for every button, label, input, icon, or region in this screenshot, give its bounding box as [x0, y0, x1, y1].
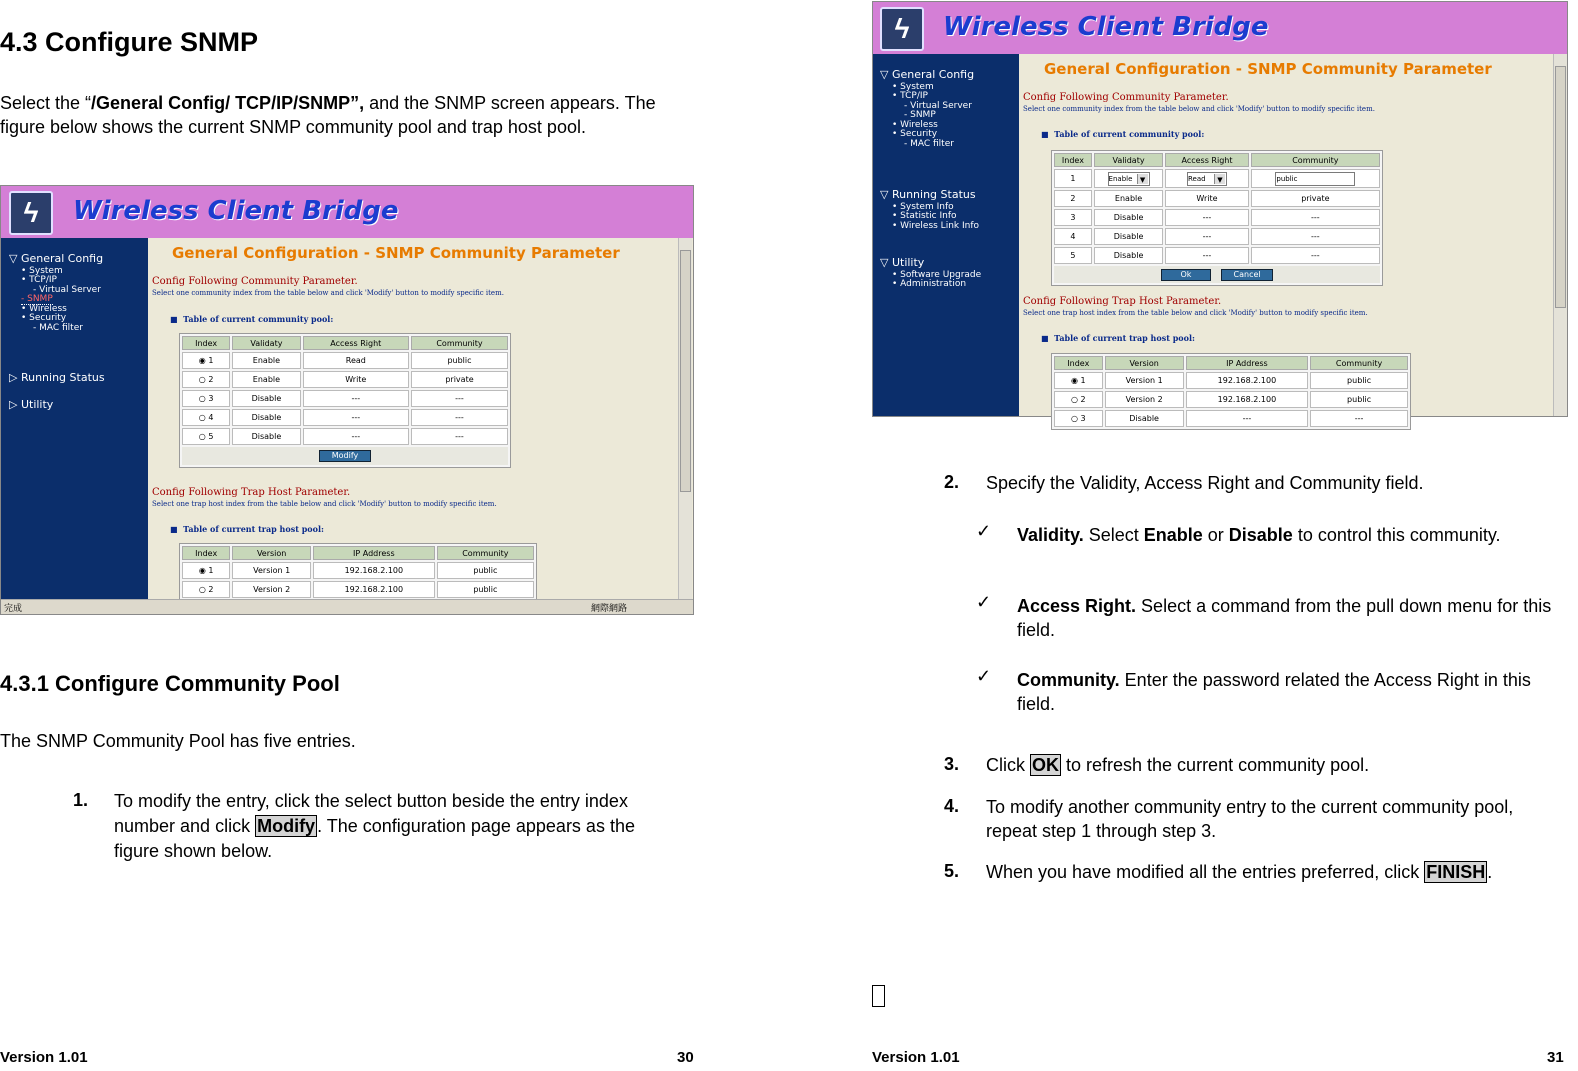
trap-section-title: Config Following Trap Host Parameter.: [1023, 296, 1222, 307]
table-cell: 3: [1054, 209, 1092, 226]
intro-paragraph: [0, 91, 680, 139]
nav-utility[interactable]: ▷ Utility: [9, 398, 54, 411]
table-cell: ---: [1251, 228, 1380, 245]
nav-wireless[interactable]: • Wireless: [892, 120, 938, 130]
row-select-radio[interactable]: ○: [198, 394, 209, 403]
nav-tcpip[interactable]: • TCP/IP: [21, 275, 57, 285]
row-select-radio[interactable]: ○: [198, 432, 209, 441]
table-cell: Write: [303, 371, 409, 388]
community-table-label: ■ Table of current community pool:: [1041, 129, 1205, 139]
nav-virtual-server[interactable]: - Virtual Server: [904, 101, 972, 111]
table-cell: Disable: [232, 390, 300, 407]
row-index: 2: [208, 375, 214, 384]
table-cell: [1054, 391, 1103, 408]
scrollbar[interactable]: [1553, 54, 1567, 416]
table-cell: Disable: [1105, 410, 1184, 427]
trap-table-label: ■ Table of current trap host pool:: [170, 524, 324, 534]
table-cell: Read: [303, 352, 409, 369]
table-row: [182, 371, 508, 388]
check-icon: ✓: [976, 592, 992, 612]
table-cell: Version 2: [232, 581, 311, 598]
validity-label: Validity.: [1017, 525, 1084, 545]
access-right-label: Access Right.: [1017, 596, 1137, 616]
table-cell: Write: [1165, 190, 1249, 207]
column-header: Index: [1054, 356, 1103, 370]
table-cell: 2: [1054, 190, 1092, 207]
row-select-radio[interactable]: ◉: [198, 356, 209, 365]
nav-running-status[interactable]: ▽ Running Status: [880, 188, 976, 201]
row-select-radio[interactable]: ○: [1071, 395, 1081, 404]
nav-software-upgrade[interactable]: • Software Upgrade: [892, 270, 982, 280]
table-cell: [182, 581, 230, 598]
table-cell: ---: [411, 390, 508, 407]
table-row: [1054, 190, 1380, 207]
community-hint: Select one community index from the table below and click 'Modify' button to modify specific item.: [152, 289, 504, 297]
check-icon: ✓: [976, 666, 992, 686]
content-pane: [148, 238, 678, 600]
nav-mac-filter[interactable]: - MAC filter: [904, 139, 954, 149]
scrollbar-thumb[interactable]: [1555, 66, 1566, 308]
access-right-select[interactable]: Read ▼: [1187, 172, 1227, 186]
subsection-intro: The SNMP Community Pool has five entries.: [0, 731, 356, 751]
column-header: Index: [1054, 153, 1092, 167]
table-cell: ---: [411, 409, 508, 426]
column-header: Access Right: [1165, 153, 1249, 167]
table-cell: Disable: [1094, 209, 1163, 226]
column-header: Index: [182, 336, 230, 350]
trap-host-table: [179, 543, 537, 601]
row-select-radio[interactable]: ○: [198, 413, 209, 422]
table-cell: public: [437, 562, 534, 579]
row-index: 1: [1080, 376, 1086, 385]
table-cell: private: [1251, 190, 1380, 207]
table-cell: Enable: [232, 352, 300, 369]
column-header: IP Address: [1186, 356, 1309, 370]
column-header: Community: [411, 336, 508, 350]
table-cell: [182, 371, 230, 388]
brand-title: Wireless Client Bridge: [73, 196, 399, 226]
footer-page-left: 30: [677, 1049, 694, 1066]
table-cell: Disable: [232, 428, 300, 445]
community-section-title: Config Following Community Parameter.: [1023, 92, 1229, 103]
table-cell: 192.168.2.100: [313, 562, 435, 579]
column-header: Validaty: [232, 336, 300, 350]
column-header: Community: [1310, 356, 1408, 370]
table-row: [182, 352, 508, 369]
community-input[interactable]: public: [1275, 172, 1355, 186]
nav-administration[interactable]: • Administration: [892, 279, 967, 289]
nav-system[interactable]: • System: [892, 82, 934, 92]
table-cell: ---: [1186, 410, 1309, 427]
nav-wireless[interactable]: • Wireless: [21, 304, 67, 314]
table-row: [1054, 247, 1380, 264]
modify-reference: Modify: [257, 816, 316, 836]
enable-term: Enable: [1143, 525, 1203, 545]
table-cell: ---: [1251, 247, 1380, 264]
column-header: IP Address: [313, 546, 435, 560]
footer-version-right: Version 1.01: [872, 1049, 960, 1066]
table-cell: Disable: [1094, 228, 1163, 245]
column-header: Community: [437, 546, 534, 560]
community-cell: [1251, 169, 1380, 188]
content-pane: [1019, 54, 1553, 423]
brand-title: Wireless Client Bridge: [943, 12, 1269, 42]
table-cell: 4: [1054, 228, 1092, 245]
nav-general-config[interactable]: ▽ General Config: [880, 68, 975, 81]
step-5-number: 5.: [944, 861, 960, 881]
scrollbar[interactable]: [678, 238, 692, 600]
nav-wireless-link-info[interactable]: • Wireless Link Info: [892, 221, 980, 231]
step-3-number: 3.: [944, 754, 960, 774]
status-zone: 網際網路: [591, 604, 628, 614]
column-header: Index: [182, 546, 230, 560]
row-index: 4: [208, 413, 214, 422]
banner: [1, 186, 693, 238]
step-1-post: . The configuration page appears as the figure shown below.: [114, 816, 635, 861]
row-index: 5: [208, 432, 214, 441]
table-cell: Enable: [1094, 190, 1163, 207]
row-select-radio[interactable]: ○: [1071, 414, 1081, 423]
logo-icon: ϟ: [9, 191, 53, 235]
ok-reference: OK: [1032, 755, 1059, 775]
column-header: Version: [232, 546, 311, 560]
intro-text-pre: Select the “: [0, 93, 92, 113]
table-cell: Version 1: [1105, 372, 1184, 389]
table-cell: ---: [303, 409, 409, 426]
banner: [873, 2, 1567, 54]
check-icon: ✓: [976, 521, 992, 541]
snmp-screenshot-1: [0, 185, 694, 615]
table-cell: [182, 352, 230, 369]
row-select-radio[interactable]: ○: [198, 585, 209, 594]
table-row: [182, 562, 534, 579]
table-cell: 192.168.2.100: [313, 581, 435, 598]
table-cell: [182, 390, 230, 407]
edit-row: [1054, 169, 1380, 188]
nav-mac-filter[interactable]: - MAC filter: [33, 323, 83, 333]
step-2-text: Specify the Validity, Access Right and Community field.: [986, 473, 1424, 493]
step-3-text: Click OK to refresh the current community pool.: [986, 755, 1370, 775]
content-title: General Configuration - SNMP Community Parameter: [1044, 60, 1492, 78]
footer-version-left: Version 1.01: [0, 1049, 88, 1066]
step-4-text: To modify another community entry to the current community pool, repeat step 1 through step 3.: [986, 797, 1514, 841]
row-index: 1: [208, 356, 214, 365]
nav-system[interactable]: • System: [21, 266, 63, 276]
table-row: [1054, 410, 1408, 427]
table-cell: Version 2: [1105, 391, 1184, 408]
table-row: [1054, 372, 1408, 389]
table-cell: public: [411, 352, 508, 369]
cancel-button[interactable]: Cancel: [1221, 269, 1273, 281]
column-header: Validaty: [1094, 153, 1163, 167]
table-row: [182, 581, 534, 598]
table-cell: private: [411, 371, 508, 388]
nav-security[interactable]: • Security: [21, 313, 67, 323]
trap-table-label: ■ Table of current trap host pool:: [1041, 333, 1195, 343]
table-cell: Disable: [232, 409, 300, 426]
content-title: General Configuration - SNMP Community Parameter: [172, 244, 620, 262]
row-select-radio[interactable]: ◉: [198, 566, 209, 575]
trap-hint: Select one trap host index from the table below and click 'Modify' button to modify specific item.: [152, 500, 497, 508]
table-cell: ---: [411, 428, 508, 445]
validity-cell: [1094, 169, 1163, 188]
community-label: Community.: [1017, 670, 1120, 690]
table-cell: 5: [1054, 247, 1092, 264]
table-cell: Disable: [1094, 247, 1163, 264]
nav-system-info[interactable]: • System Info: [892, 202, 954, 212]
nav-snmp[interactable]: - SNMP: [21, 294, 53, 304]
step-2-number: 2.: [944, 472, 960, 492]
row-index: 3: [208, 394, 214, 403]
empty-glyph-box: [872, 985, 885, 1007]
row-index: 2: [208, 585, 214, 594]
validity-note: Validity. Select Enable or Disable to control this community.: [1017, 525, 1501, 545]
nav-virtual-server[interactable]: - Virtual Server: [33, 285, 101, 295]
intro-menu-path: /General Config/ TCP/IP/SNMP: [91, 93, 351, 113]
table-cell: [1054, 372, 1103, 389]
community-note: Community. Enter the password related the Access Right in this field.: [1017, 670, 1531, 714]
finish-reference: FINISH: [1426, 862, 1486, 882]
dropdown-arrow-icon: ▼: [1214, 174, 1225, 184]
table-cell: ---: [1165, 209, 1249, 226]
community-edit-table: [1051, 150, 1383, 286]
column-header: Version: [1105, 356, 1184, 370]
row-index: 1: [208, 566, 214, 575]
trap-section-title: Config Following Trap Host Parameter.: [152, 487, 351, 498]
table-cell: [182, 562, 230, 579]
footer-page-right: 31: [1547, 1049, 1564, 1066]
row-index: 3: [1080, 414, 1086, 423]
disable-term: Disable: [1228, 525, 1293, 545]
validity-select[interactable]: Enable ▼: [1108, 172, 1150, 186]
table-row: [1054, 209, 1380, 226]
table-row: [182, 428, 508, 445]
table-cell: public: [437, 581, 534, 598]
button-row: [182, 447, 508, 465]
edit-index: 1: [1054, 169, 1092, 188]
table-row: [182, 409, 508, 426]
nav-snmp[interactable]: - SNMP: [904, 110, 936, 120]
column-header: Access Right: [303, 336, 409, 350]
row-select-radio[interactable]: ◉: [1071, 376, 1081, 385]
table-cell: 192.168.2.100: [1186, 372, 1309, 389]
table-cell: ---: [303, 390, 409, 407]
table-cell: Enable: [232, 371, 300, 388]
row-index: 2: [1080, 395, 1086, 404]
snmp-screenshot-2: [872, 1, 1568, 423]
community-hint: Select one community index from the table below and click 'Modify' button to modify specific item.: [1023, 105, 1375, 113]
nav-sidebar: [1, 238, 148, 600]
table-cell: [182, 428, 230, 445]
step-4-number: 4.: [944, 796, 960, 816]
step-1-pre: To modify the entry, click the select button beside the entry index number and click: [114, 791, 628, 836]
trap-host-table: [1051, 353, 1411, 430]
nav-running-status[interactable]: ▷ Running Status: [9, 371, 105, 384]
table-cell: ---: [1165, 247, 1249, 264]
step-5-text: When you have modified all the entries preferred, click FINISH .: [986, 862, 1493, 882]
status-done: 完成: [4, 604, 23, 614]
button-cell: [182, 447, 508, 465]
table-cell: [182, 409, 230, 426]
step-1-number: 1.: [73, 790, 89, 810]
logo-icon: ϟ: [880, 7, 924, 51]
dropdown-arrow-icon: ▼: [1137, 174, 1148, 184]
table-cell: [1054, 410, 1103, 427]
table-cell: ---: [1310, 410, 1408, 427]
community-table-label: ■ Table of current community pool:: [170, 314, 334, 324]
trap-hint: Select one trap host index from the table below and click 'Modify' button to modify specific item.: [1023, 309, 1368, 317]
section-heading: 4.3 Configure SNMP: [0, 27, 259, 57]
table-cell: public: [1310, 372, 1408, 389]
table-row: [1054, 228, 1380, 245]
nav-security[interactable]: • Security: [892, 129, 938, 139]
nav-general-config[interactable]: ▽ General Config: [9, 252, 104, 265]
nav-tcpip[interactable]: • TCP/IP: [892, 91, 928, 101]
table-cell: 192.168.2.100: [1186, 391, 1309, 408]
step-1-text: [114, 789, 674, 864]
table-row: [182, 390, 508, 407]
nav-utility[interactable]: ▽ Utility: [880, 256, 925, 269]
intro-text-post: and the SNMP screen appears. The figure below shows the current SNMP community pool and trap host pool.: [0, 93, 656, 137]
scrollbar-thumb[interactable]: [680, 250, 691, 492]
table-cell: Version 1: [232, 562, 311, 579]
access-cell: [1165, 169, 1249, 188]
subsection-heading: 4.3.1 Configure Community Pool: [0, 671, 340, 696]
form-buttons: [1054, 266, 1380, 283]
nav-sidebar: [873, 54, 1019, 416]
community-table: [179, 333, 511, 468]
column-header: Community: [1251, 153, 1380, 167]
table-cell: ---: [1165, 228, 1249, 245]
modify-button[interactable]: Modify: [319, 450, 371, 462]
community-section-title: Config Following Community Parameter.: [152, 276, 358, 287]
ok-button[interactable]: Ok: [1161, 269, 1211, 281]
table-cell: ---: [1251, 209, 1380, 226]
table-cell: ---: [303, 428, 409, 445]
nav-statistic-info[interactable]: • Statistic Info: [892, 211, 957, 221]
status-bar: [1, 599, 693, 614]
row-select-radio[interactable]: ○: [198, 375, 209, 384]
intro-quote: ”,: [350, 93, 365, 113]
access-right-note: Access Right. Select a command from the pull down menu for this field.: [1017, 596, 1552, 640]
table-cell: public: [1310, 391, 1408, 408]
table-row: [1054, 391, 1408, 408]
